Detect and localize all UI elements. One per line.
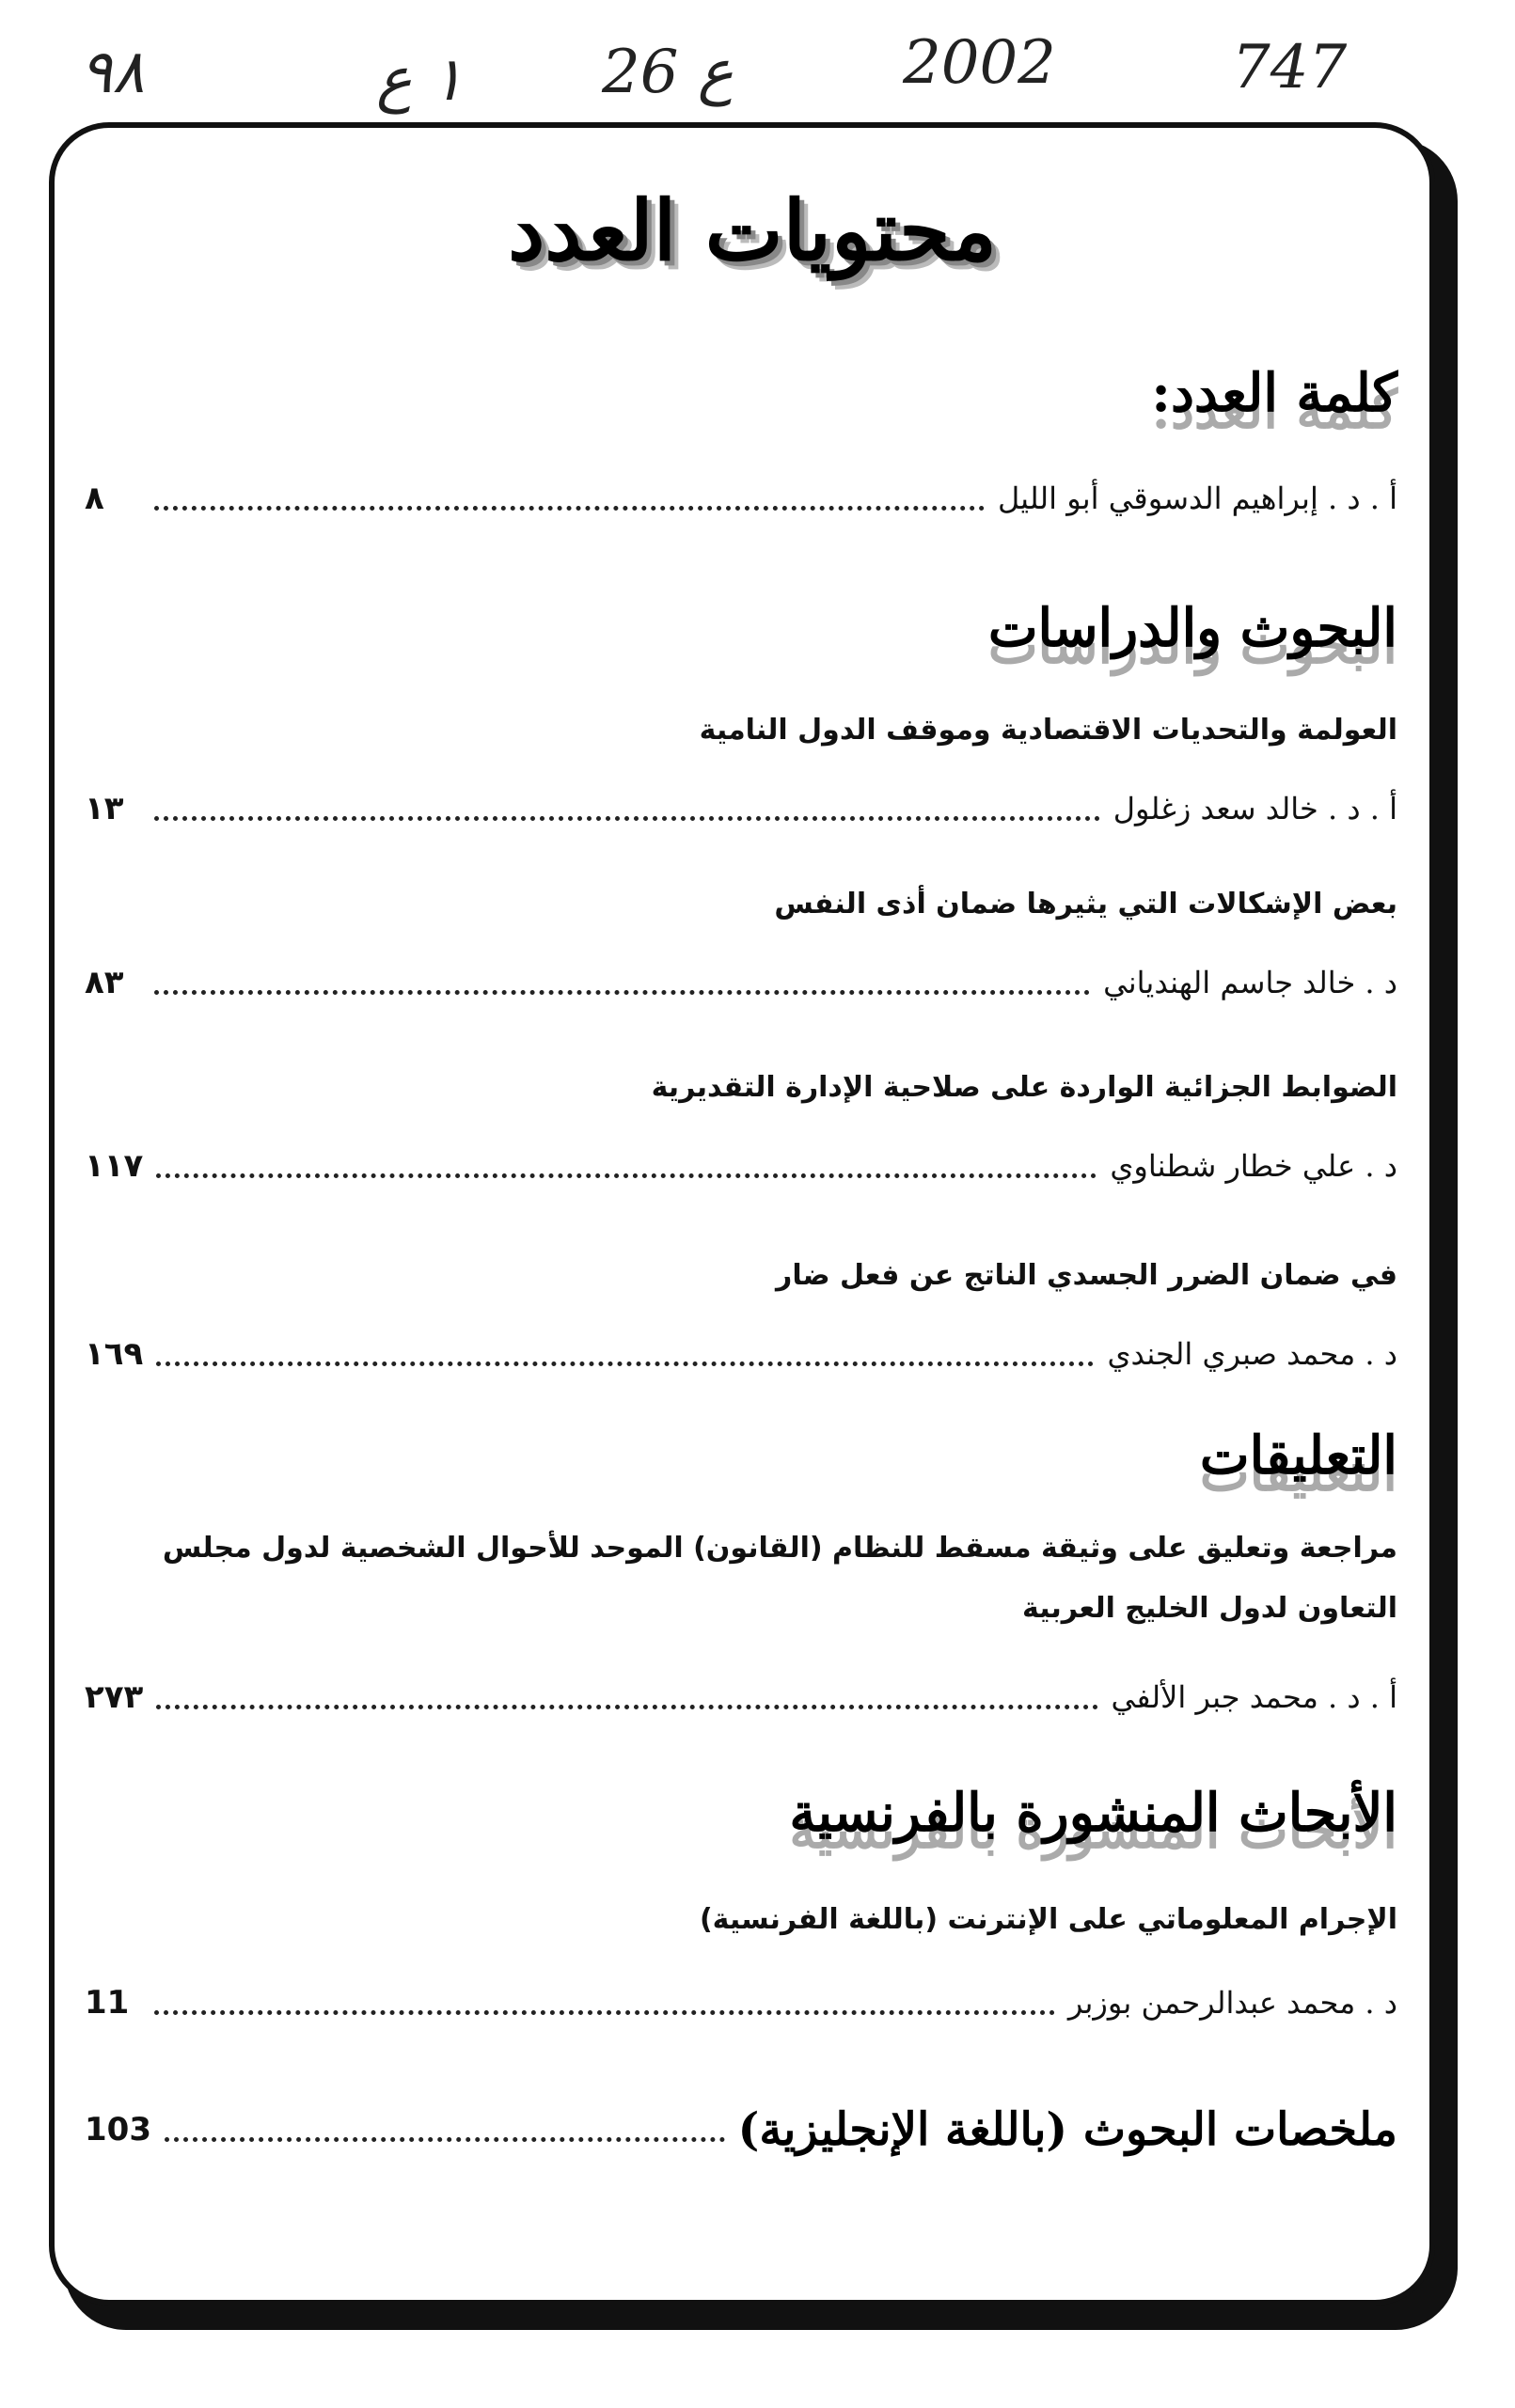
entry-author: أ . د . محمد جبر الألفي [1111,1679,1397,1715]
entry-title: العولمة والتحديات الاقتصادية وموقف الدول النامية [699,714,1397,747]
toc-entry-summary[interactable] [85,2097,1397,2163]
handwritten-note: 2002 [903,28,1056,98]
dot-leader [156,1361,1094,1366]
toc-entry[interactable] [85,785,1397,832]
summary-label: ملخصات البحوث (باللغة الإنجليزية) [737,2103,1397,2156]
entry-page: ١٦٩ [85,1335,144,1373]
section-heading-commentaries: التعليقات [1199,1424,1397,1487]
entry-page: ٨٣ [85,964,124,1001]
dot-leader [165,2137,725,2142]
entry-page: ١٣ [85,790,124,827]
entry-author: د . محمد صبري الجندي [1107,1336,1397,1372]
page-title: محتويات العدد [508,181,997,279]
entry-author: أ . د . إبراهيم الدسوقي أبو الليل [997,480,1397,516]
dot-leader [154,506,985,511]
entry-title: الإجرام المعلوماتي على الإنترنت (باللغة الفرنسية) [699,1903,1397,1936]
handwritten-notes [0,28,1515,132]
toc-entry[interactable] [85,1142,1397,1189]
section-heading-issue-word: كلمة العدد: [1151,362,1397,424]
entry-title: في ضمان الضرر الجسدي الناتج عن فعل ضار [776,1259,1397,1292]
entry-author: أ . د . خالد سعد زغلول [1113,791,1397,826]
handwritten-note: 747 [1232,33,1348,102]
entry-page: 103 [85,2111,151,2148]
dot-leader [156,1705,1097,1709]
entry-author: د . محمد عبدالرحمن بوزبر [1067,1985,1397,2021]
dot-leader [154,990,1090,995]
toc-entry[interactable] [85,1330,1397,1377]
handwritten-note: ٩٨ [80,38,145,107]
dot-leader [156,1173,1097,1178]
dot-leader [154,816,1100,821]
toc-entry[interactable] [85,1674,1397,1721]
entry-author: د . علي خطار شطناوي [1110,1148,1397,1184]
section-heading-research: البحوث والدراسات [987,597,1397,659]
entry-title: الضوابط الجزائية الواردة على صلاحية الإدارة التقديرية [651,1071,1397,1104]
entry-author: د . خالد جاسم الهندياني [1103,965,1397,1000]
handwritten-note: ١ ع [376,45,464,115]
toc-entry[interactable] [85,959,1397,1006]
entry-page: 11 [85,1984,130,2022]
dot-leader [154,2010,1055,2015]
entry-page: ٨ [85,480,104,517]
toc-entry[interactable] [85,475,1397,522]
entry-page: ١١٧ [85,1147,144,1185]
entry-title: بعض الإشكالات التي يثيرها ضمان أذى النفس [774,888,1397,921]
contents-frame [49,122,1435,2306]
entry-page: ٢٧٣ [85,1678,144,1716]
handwritten-note: 26 ع [602,38,734,107]
section-heading-french-research: الأبحاث المنشورة بالفرنسية [789,1782,1397,1844]
toc-entry[interactable] [85,1979,1397,2026]
entry-title: مراجعة وتعليق على وثيقة مسقط للنظام (القانون) الموحد للأحوال الشخصية لدول مجلس التعاون لدول الخليج العربية [162,1532,1397,1625]
